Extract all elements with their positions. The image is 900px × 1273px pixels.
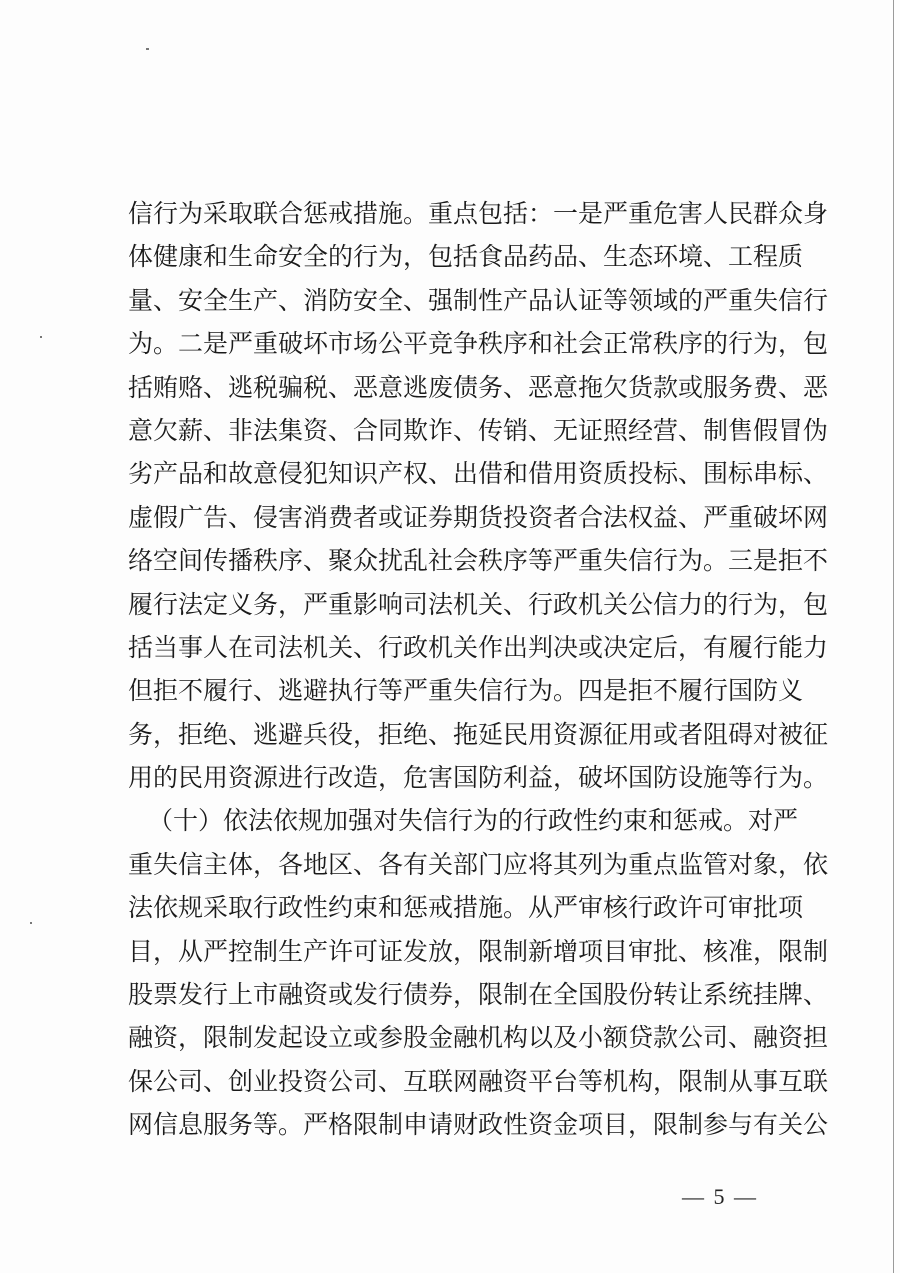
text-line: 量、安全生产、消防安全、强制性产品认证等领域的严重失信行 bbox=[128, 285, 829, 315]
document-body bbox=[128, 192, 829, 1147]
text-line: 股票发行上市融资或发行债券，限制在全国股份转让系统挂牌、 bbox=[128, 980, 829, 1010]
scan-speck bbox=[30, 922, 32, 924]
text-line: 务，拒绝、逃避兵役，拒绝、拖延民用资源征用或者阻碍对被征 bbox=[128, 719, 829, 749]
text-line: 履行法定义务，严重影响司法机关、行政机关公信力的行为，包 bbox=[128, 589, 829, 619]
text-line: 信行为采取联合惩戒措施。重点包括：一是严重危害人民群众身 bbox=[128, 199, 829, 228]
text-line: 括贿赂、逃税骗税、恶意逃废债务、恶意拖欠货款或服务费、恶 bbox=[128, 372, 829, 402]
text-line: 重失信主体，各地区、各有关部门应将其列为重点监管对象，依 bbox=[128, 849, 829, 879]
page-number: — 5 — bbox=[682, 1184, 758, 1209]
scan-edge-line bbox=[893, 0, 894, 1273]
text-line: 括当事人在司法机关、行政机关作出判决或决定后，有履行能力 bbox=[128, 632, 829, 662]
text-line: 用的民用资源进行改造，危害国防利益，破坏国防设施等行为。 bbox=[128, 763, 829, 793]
text-line: 体健康和生命安全的行为，包括食品药品、生态环境、工程质 bbox=[128, 242, 804, 272]
text-line: 为。二是严重破坏市场公平竞争秩序和社会正常秩序的行为，包 bbox=[128, 329, 829, 359]
scan-speck bbox=[146, 48, 149, 50]
text-line: 虚假广告、侵害消费者或证券期货投资者合法权益、严重破坏网 bbox=[128, 502, 829, 532]
text-line: 融资，限制发起设立或参股金融机构以及小额贷款公司、融资担 bbox=[128, 1023, 829, 1053]
text-line: 保公司、创业投资公司、互联网融资平台等机构，限制从事互联 bbox=[128, 1066, 829, 1096]
text-line: （十）依法依规加强对失信行为的行政性约束和惩戒。对严 bbox=[148, 806, 799, 836]
text-line: 络空间传播秩序、聚众扰乱社会秩序等严重失信行为。三是拒不 bbox=[128, 546, 829, 576]
text-line: 法依规采取行政性约束和惩戒措施。从严审核行政许可审批项 bbox=[128, 893, 804, 923]
text-line: 网信息服务等。严格限制申请财政性资金项目，限制参与有关公 bbox=[128, 1110, 829, 1140]
text-line: 意欠薪、非法集资、合同欺诈、传销、无证照经营、制售假冒伪 bbox=[128, 415, 829, 445]
scan-speck bbox=[40, 336, 42, 338]
text-line: 目，从严控制生产许可证发放，限制新增项目审批、核准，限制 bbox=[128, 936, 829, 966]
text-line: 但拒不履行、逃避执行等严重失信行为。四是拒不履行国防义 bbox=[128, 676, 804, 706]
text-line: 劣产品和故意侵犯知识产权、出借和借用资质投标、围标串标、 bbox=[128, 459, 829, 489]
